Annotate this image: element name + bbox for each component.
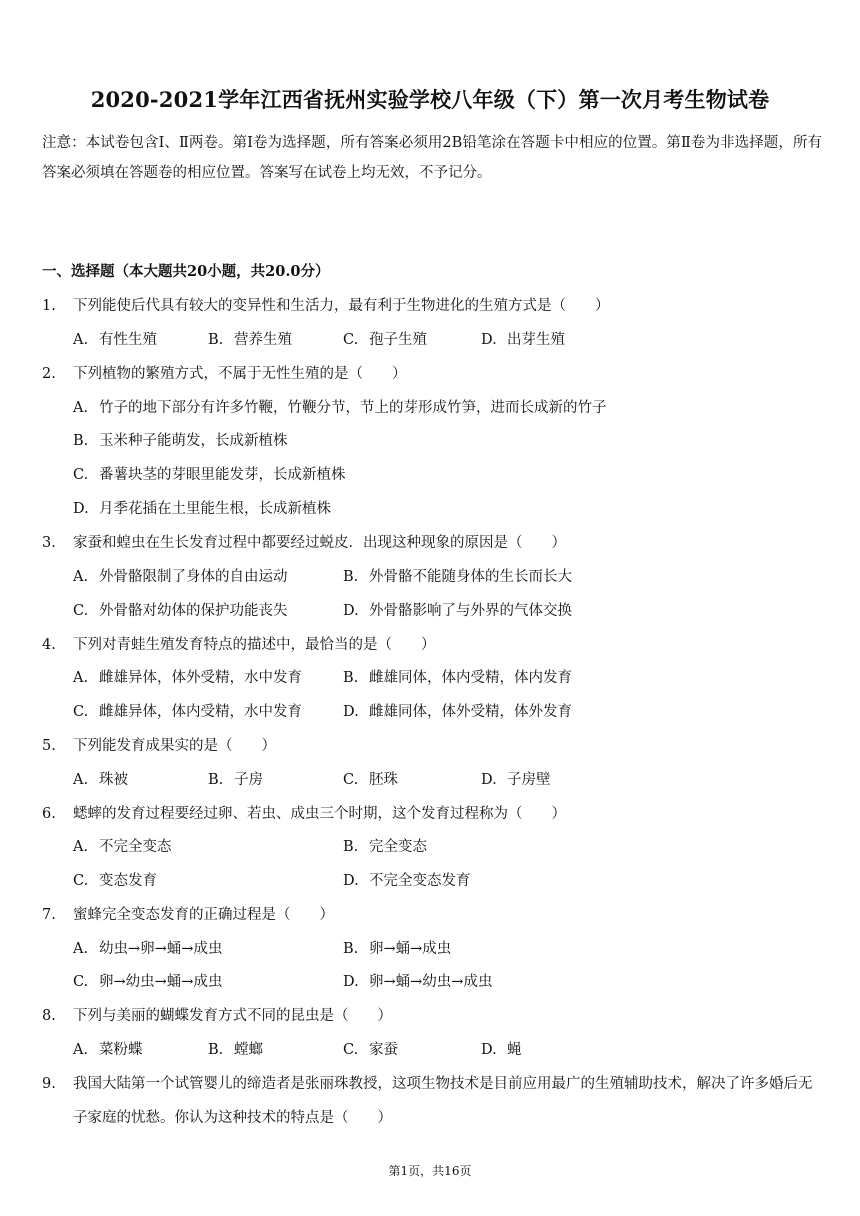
option-text: 雌雄异体，体外受精，水中发育 (99, 670, 302, 686)
option-c (73, 599, 288, 623)
question-number: 4. (42, 637, 56, 653)
option-letter: B. (343, 941, 359, 957)
option-text: 雌雄异体，体内受精，水中发育 (99, 704, 302, 720)
option-text: 孢子生殖 (369, 332, 427, 348)
option-letter: D. (481, 772, 497, 788)
option-c (73, 463, 346, 487)
option-c (73, 970, 222, 994)
option-b (73, 429, 288, 453)
question-text: 下列对青蛙生殖发育特点的描述中，最恰当的是（ ） (73, 637, 436, 653)
option-d (343, 970, 492, 994)
option-text: 菜粉蝶 (99, 1042, 143, 1058)
option-a (73, 1038, 143, 1062)
option-a (73, 396, 607, 420)
option-text: 珠被 (99, 772, 128, 788)
option-letter: A. (73, 941, 89, 957)
option-text: 外骨骼不能随身体的生长而长大 (369, 569, 572, 585)
page-footer: 第1页，共16页 (388, 1164, 472, 1178)
option-letter: A. (73, 670, 89, 686)
question-number: 6. (42, 806, 56, 822)
question-number: 9. (42, 1076, 56, 1092)
option-text: 不完全变态发育 (369, 873, 471, 889)
option-text: 雌雄同体，体外受精，体外发育 (369, 704, 572, 720)
option-text: 雌雄同体，体内受精，体内发育 (369, 670, 572, 686)
option-a (73, 835, 172, 859)
option-b (343, 565, 572, 589)
option-a (73, 328, 157, 352)
question-text: 蜜蜂完全变态发育的正确过程是（ ） (73, 907, 334, 923)
option-text: 外骨骼对幼体的保护功能丧失 (99, 603, 288, 619)
option-text: 玉米种子能萌发，长成新植株 (99, 433, 288, 449)
option-letter: B. (208, 1042, 224, 1058)
option-c (343, 328, 427, 352)
option-text: 完全变态 (369, 839, 427, 855)
option-letter: C. (343, 1042, 359, 1058)
option-letter: D. (73, 501, 89, 517)
question-1 (42, 293, 822, 319)
question-6 (42, 801, 822, 827)
option-text: 外骨骼限制了身体的自由运动 (99, 569, 288, 585)
question-text: 下列能发育成果实的是（ ） (73, 738, 276, 754)
question-9 (42, 1071, 822, 1135)
option-letter: D. (343, 704, 359, 720)
option-text: 营养生殖 (234, 332, 292, 348)
question-text: 蟋蟀的发育过程要经过卵、若虫、成虫三个时期，这个发育过程称为（ ） (73, 806, 566, 822)
option-a (73, 768, 128, 792)
question-number: 3. (42, 535, 56, 551)
question-number: 1. (42, 298, 56, 314)
question-number: 2. (42, 366, 56, 382)
option-letter: C. (73, 467, 89, 483)
question-number: 5. (42, 738, 56, 754)
option-letter: B. (208, 772, 224, 788)
option-c (343, 768, 398, 792)
option-text: 卵→蛹→幼虫→成虫 (369, 974, 493, 990)
option-letter: C. (343, 772, 359, 788)
option-text: 蝇 (507, 1042, 522, 1058)
option-letter: C. (73, 704, 89, 720)
option-text: 不完全变态 (99, 839, 172, 855)
option-text: 螳螂 (234, 1042, 263, 1058)
option-b (208, 1038, 263, 1062)
option-text: 胚珠 (369, 772, 398, 788)
option-letter: A. (73, 772, 89, 788)
question-2 (42, 361, 822, 387)
option-text: 出芽生殖 (507, 332, 565, 348)
option-letter: D. (481, 332, 497, 348)
option-text: 月季花插在土里能生根，长成新植株 (99, 501, 331, 517)
option-text: 卵→蛹→成虫 (369, 941, 452, 957)
option-d (481, 1038, 522, 1062)
question-5 (42, 733, 822, 759)
option-d (343, 869, 471, 893)
question-3 (42, 530, 822, 556)
option-text: 竹子的地下部分有许多竹鞭，竹鞭分节，节上的芽形成竹笋，进而长成新的竹子 (99, 400, 607, 416)
page-title: 2020-2021学年江西省抚州实验学校八年级（下）第一次月考生物试卷 (90, 87, 770, 112)
option-letter: B. (73, 433, 89, 449)
option-letter: A. (73, 839, 89, 855)
option-letter: C. (73, 603, 89, 619)
question-number: 7. (42, 907, 56, 923)
option-c (73, 869, 157, 893)
option-text: 卵→幼虫→蛹→成虫 (99, 974, 223, 990)
option-text: 变态发育 (99, 873, 157, 889)
option-letter: A. (73, 400, 89, 416)
question-text: 下列能使后代具有较大的变异性和生活力，最有利于生物进化的生殖方式是（ ） (73, 298, 610, 314)
option-d (343, 700, 572, 724)
option-a (73, 937, 222, 961)
option-letter: A. (73, 332, 89, 348)
option-letter: D. (343, 873, 359, 889)
option-b (343, 666, 572, 690)
option-b (208, 328, 292, 352)
option-d (73, 497, 331, 521)
question-text: 下列与美丽的蝴蝶发育方式不同的昆虫是（ ） (73, 1008, 392, 1024)
option-letter: A. (73, 1042, 89, 1058)
question-7 (42, 902, 822, 928)
option-a (73, 666, 302, 690)
option-text: 幼虫→卵→蛹→成虫 (99, 941, 223, 957)
section-heading: 一、选择题（本大题共20小题，共20.0分） (42, 263, 330, 280)
question-text: 家蚕和蝗虫在生长发育过程中都要经过蜕皮．出现这种现象的原因是（ ） (73, 535, 566, 551)
option-letter: A. (73, 569, 89, 585)
option-text: 子房壁 (507, 772, 551, 788)
exam-notice: 注意：本试卷包含Ⅰ、Ⅱ两卷。第Ⅰ卷为选择题，所有答案必须用2B铅笔涂在答题卡中相应的位置。第Ⅱ卷为非选择题，所有答案必须填在答题卷的相应位置。答案写在试卷上均无效，不予记分。 (42, 135, 822, 181)
option-c (73, 700, 302, 724)
option-letter: D. (481, 1042, 497, 1058)
option-letter: B. (343, 670, 359, 686)
question-number: 8. (42, 1008, 56, 1024)
option-letter: B. (343, 569, 359, 585)
option-b (343, 937, 451, 961)
option-letter: C. (73, 873, 89, 889)
option-text: 有性生殖 (99, 332, 157, 348)
option-letter: D. (343, 603, 359, 619)
question-4 (42, 632, 822, 658)
option-d (481, 328, 565, 352)
option-text: 外骨骼影响了与外界的气体交换 (369, 603, 572, 619)
question-8 (42, 1003, 822, 1029)
option-letter: D. (343, 974, 359, 990)
question-text: 下列植物的繁殖方式，不属于无性生殖的是（ ） (73, 366, 407, 382)
option-d (343, 599, 572, 623)
option-text: 家蚕 (369, 1042, 398, 1058)
option-text: 子房 (234, 772, 263, 788)
option-b (208, 768, 263, 792)
option-a (73, 565, 288, 589)
option-d (481, 768, 551, 792)
option-letter: B. (343, 839, 359, 855)
option-letter: C. (73, 974, 89, 990)
option-c (343, 1038, 398, 1062)
option-letter: B. (208, 332, 224, 348)
option-text: 番薯块茎的芽眼里能发芽，长成新植株 (99, 467, 346, 483)
option-b (343, 835, 427, 859)
option-letter: C. (343, 332, 359, 348)
question-text: 我国大陆第一个试管婴儿的缔造者是张丽珠教授，这项生物技术是目前应用最广的生殖辅助技术，解决了许多婚后无子家庭的忧愁。你认为这种技术的特点是（ ） (73, 1076, 813, 1126)
